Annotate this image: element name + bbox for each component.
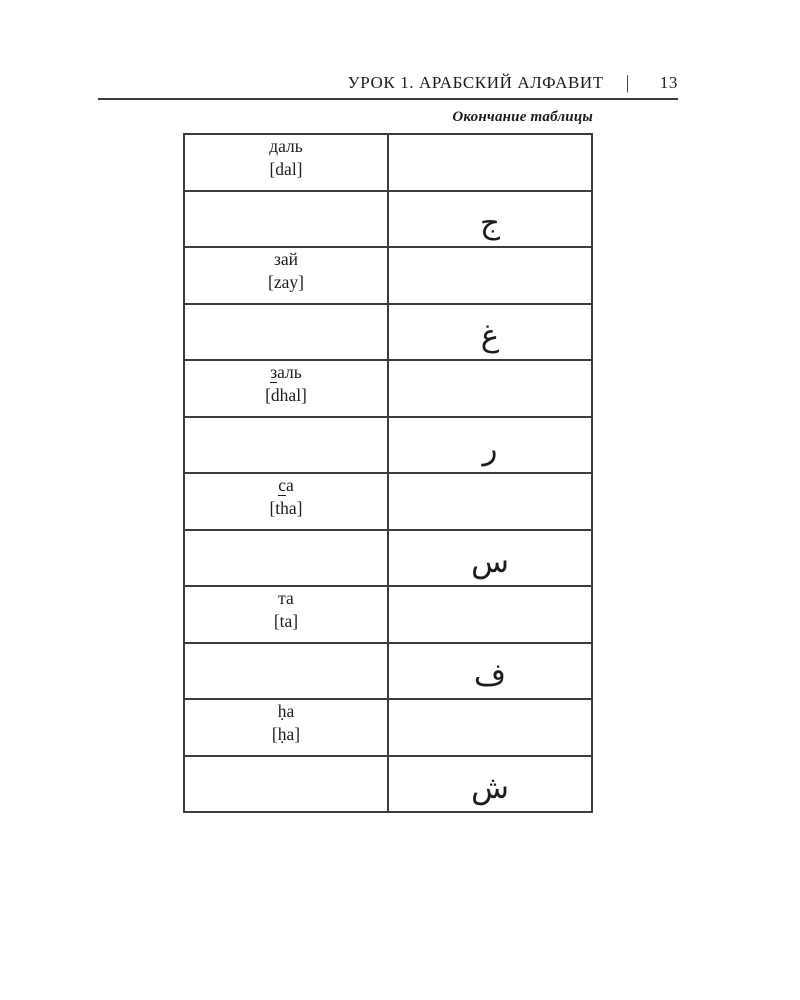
- arabic-letter: ر: [482, 431, 498, 468]
- letter-name-underlined-part: з: [270, 362, 278, 382]
- letter-name-cell: [184, 247, 388, 304]
- letter-name: [185, 135, 387, 158]
- table-caption: Окончание таблицы: [452, 109, 593, 125]
- arabic-letter-cell: [388, 643, 592, 700]
- table-row: [184, 417, 592, 474]
- running-header: [98, 73, 678, 100]
- letter-name-cell: [184, 586, 388, 643]
- letter-name-rest: зай: [273, 249, 299, 269]
- letter-name-cell: [184, 134, 388, 191]
- arabic-letter: ش: [471, 770, 509, 807]
- letter-name-rest: аль: [277, 362, 302, 382]
- letter-transcription: [dhal]: [265, 385, 307, 405]
- lesson-title: УРОК 1. АРАБСКИЙ АЛФАВИТ: [347, 73, 604, 92]
- arabic-letter-cell: [388, 191, 592, 248]
- empty-cell: [388, 247, 592, 304]
- table-row: [184, 643, 592, 700]
- table-row: [184, 586, 592, 643]
- header-separator: |: [625, 72, 630, 93]
- table-row: [184, 756, 592, 813]
- letter-name: [185, 248, 387, 271]
- letter-name-cell: [184, 473, 388, 530]
- arabic-letter: ف: [473, 657, 507, 694]
- table-row: [184, 530, 592, 587]
- letter-name-underlined-part: с: [278, 475, 286, 495]
- table-row: [184, 699, 592, 756]
- empty-cell: [184, 191, 388, 248]
- empty-cell: [184, 304, 388, 361]
- arabic-letter-cell: [388, 756, 592, 813]
- letter-name: [185, 587, 387, 610]
- letter-transcription: [zay]: [268, 272, 304, 292]
- arabic-letter-cell: [388, 417, 592, 474]
- letter-name: [185, 474, 387, 497]
- letter-name-cell: [184, 360, 388, 417]
- table-row: [184, 191, 592, 248]
- alphabet-matching-table: [183, 133, 593, 813]
- empty-cell: [388, 134, 592, 191]
- empty-cell: [184, 530, 388, 587]
- table-row: [184, 134, 592, 191]
- table-row: [184, 473, 592, 530]
- page-number: 13: [659, 73, 678, 92]
- letter-name: [185, 700, 387, 723]
- arabic-letter-cell: [388, 304, 592, 361]
- letter-name-rest: даль: [269, 136, 303, 156]
- empty-cell: [388, 473, 592, 530]
- empty-cell: [388, 699, 592, 756]
- empty-cell: [184, 417, 388, 474]
- empty-cell: [184, 756, 388, 813]
- arabic-letter: غ: [480, 318, 500, 355]
- empty-cell: [184, 643, 388, 700]
- table-row: [184, 247, 592, 304]
- table-row: [184, 304, 592, 361]
- letter-name-rest: а: [286, 475, 294, 495]
- arabic-letter: س: [471, 544, 509, 581]
- table-row: [184, 360, 592, 417]
- letter-transcription: [ta]: [273, 611, 299, 631]
- letter-name-cell: [184, 699, 388, 756]
- letter-name-rest: ḥa: [277, 701, 295, 721]
- arabic-letter-cell: [388, 530, 592, 587]
- arabic-letter: ج: [479, 205, 500, 242]
- empty-cell: [388, 586, 592, 643]
- letter-transcription: [ḥa]: [271, 724, 301, 744]
- empty-cell: [388, 360, 592, 417]
- letter-name-rest: та: [278, 588, 294, 608]
- letter-transcription: [tha]: [269, 498, 303, 518]
- letter-transcription: [dal]: [269, 159, 303, 179]
- letter-name: [185, 361, 387, 384]
